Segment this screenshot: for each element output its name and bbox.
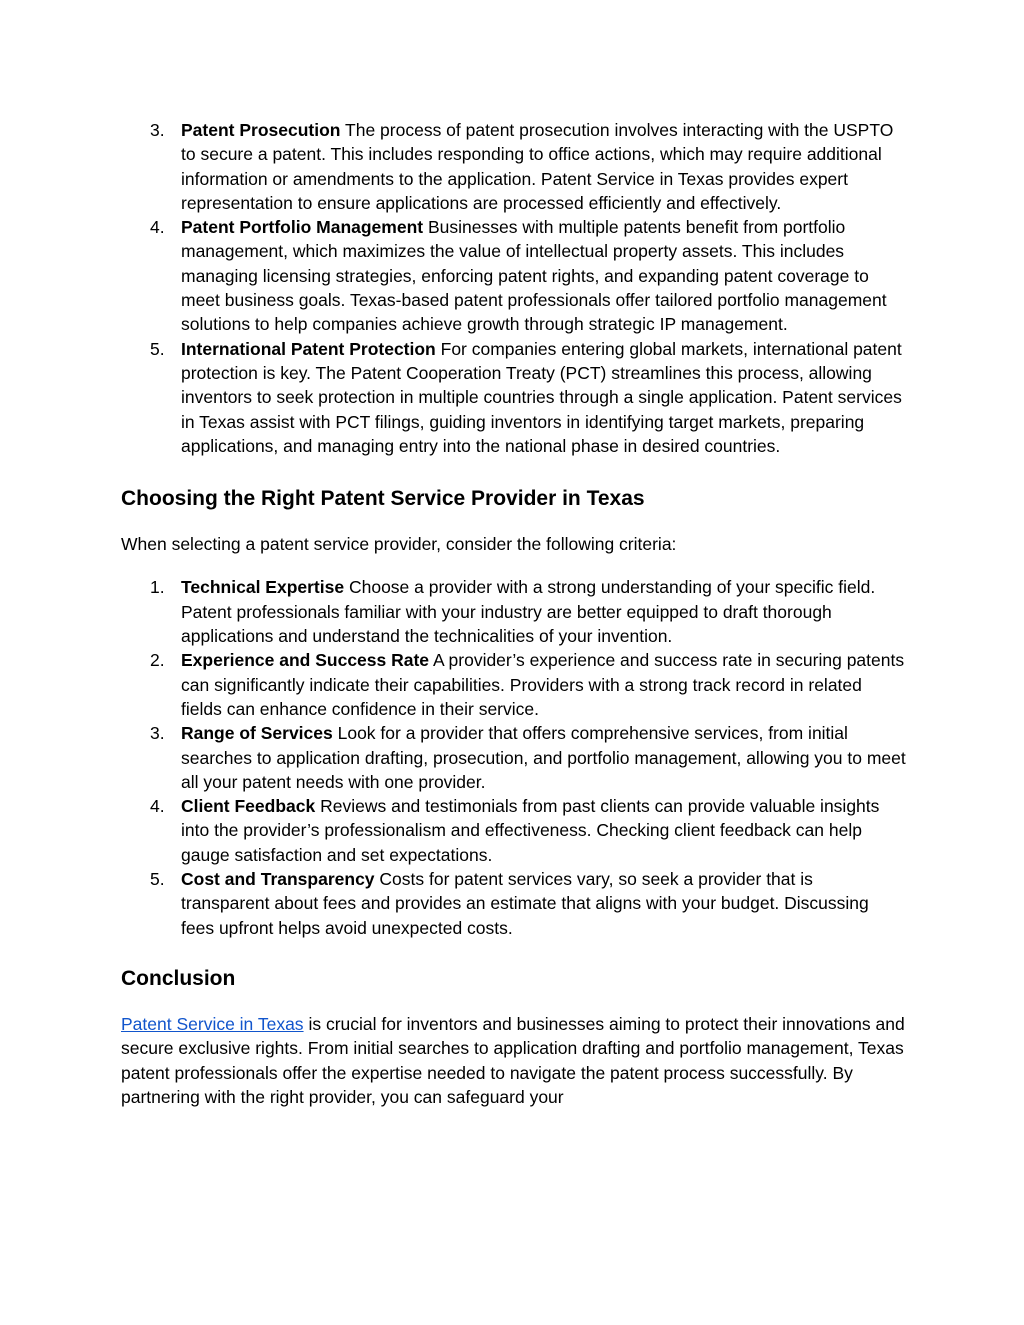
list-number: 4. (150, 217, 165, 238)
item-title: Technical Expertise (181, 577, 345, 598)
section-heading-conclusion: Conclusion (121, 966, 236, 990)
conclusion-text: is crucial for inventors and businesses aiming to protect their innovations and secure exclusive rights. From initial searches to application drafting and portfolio management, Texas patent professionals offer the expertise needed to navigate the patent process successfully. By partnering with the right provider, you can safeguard your (121, 1013, 905, 1107)
list-number: 3. (150, 120, 165, 140)
list-item (121, 215, 906, 336)
criteria-list (121, 575, 906, 939)
item-text: Reviews and testimonials from past clients can provide valuable insights into the provider’s professionalism and effectiveness. Checking client feedback can help gauge satisfaction and set expectations. (181, 796, 880, 865)
list-item (121, 337, 906, 458)
patent-service-link[interactable]: Patent Service in Texas (121, 1013, 304, 1034)
list-item (121, 867, 906, 940)
item-text: Costs for patent services vary, so seek a provider that is transparent about fees and provides an estimate that aligns with your budget. Discussing fees upfront helps avoid unexpected costs. (181, 869, 869, 938)
item-title: Range of Services (181, 723, 333, 744)
list-number: 3. (150, 723, 165, 744)
list-item (121, 118, 906, 215)
list-number: 2. (150, 650, 165, 671)
item-text: For companies entering global markets, international patent protection is key. The Patent Cooperation Treaty (PCT) streamlines this process, allowing inventors to seek protection in multiple countries through a single application. Patent services in Texas assist with PCT filings, guiding inventors in identifying target markets, preparing applications, and managing entry into the national phase in desired countries. (181, 338, 902, 456)
item-title: Patent Prosecution (181, 120, 341, 140)
item-title: International Patent Protection (181, 338, 436, 359)
section-intro: When selecting a patent service provider, consider the following criteria: (121, 534, 677, 555)
list-number: 5. (150, 869, 165, 890)
list-number: 5. (150, 338, 165, 359)
list-item (121, 721, 906, 794)
conclusion-paragraph (121, 1012, 911, 1109)
list-item (121, 794, 906, 867)
item-title: Patent Portfolio Management (181, 217, 424, 238)
list-item (121, 648, 906, 721)
list-number: 1. (150, 577, 165, 598)
item-text: A provider’s experience and success rate in securing patents can significantly indicate their capabilities. Providers with a strong track record in related fields can enhance confidence in their service. (181, 650, 905, 719)
item-text: Look for a provider that offers comprehensive services, from initial searches to application drafting, prosecution, and portfolio management, allowing you to meet all your patent needs with one provider. (181, 723, 906, 792)
item-text: Businesses with multiple patents benefit from portfolio management, which maximizes the value of intellectual property assets. This includes managing licensing strategies, enforcing patent rights, and expanding patent coverage to meet business goals. Texas-based patent professionals offer tailored portfolio management solutions to help companies achieve growth through strategic IP management. (181, 217, 887, 335)
item-title: Experience and Success Rate (181, 650, 430, 671)
item-title: Client Feedback (181, 796, 316, 817)
item-title: Cost and Transparency (181, 869, 375, 890)
section-heading-choosing: Choosing the Right Patent Service Provider in Texas (121, 487, 645, 511)
item-text: Choose a provider with a strong understanding of your specific field. Patent professionals familiar with your industry are better equipped to draft thorough applications and understand the technicalities of your invention. (181, 577, 876, 647)
list-item (121, 575, 906, 648)
patent-services-list-continued (121, 118, 906, 458)
item-text: The process of patent prosecution involves interacting with the USPTO to secure a patent. This includes responding to office actions, which may require additional information or amendments to the application. Patent Service in Texas provides expert representation to ensure applications are processed efficiently and effectively. (181, 120, 894, 213)
list-number: 4. (150, 796, 165, 817)
